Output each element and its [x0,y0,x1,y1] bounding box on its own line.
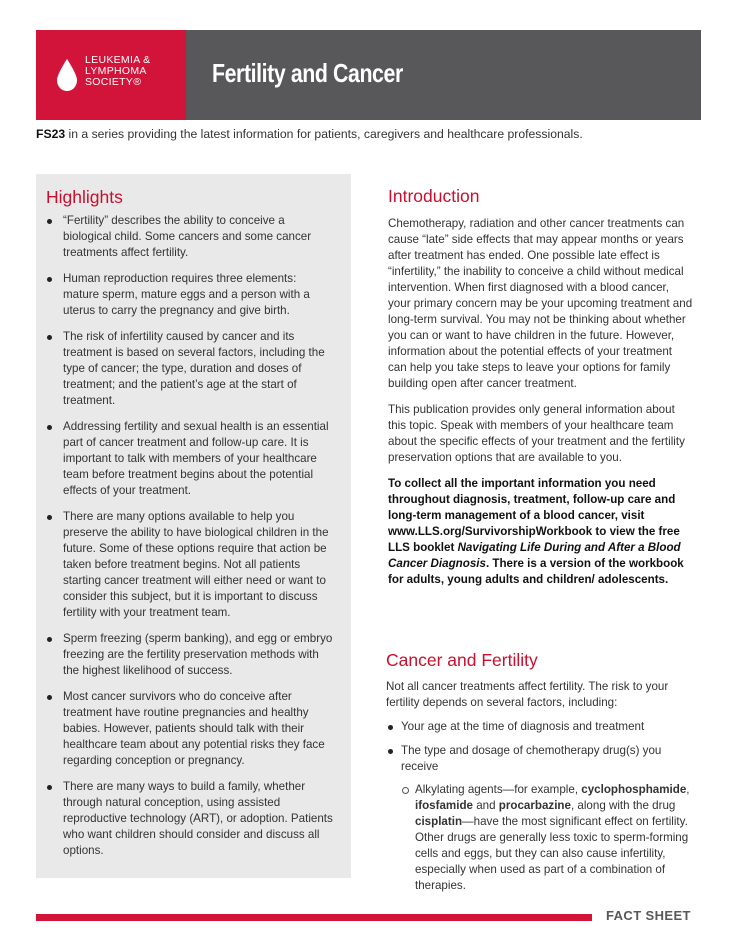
list-item: The risk of infertility caused by cancer and its treatment is based on several factors, including the type of cancer; the type, duration and doses of treatment; and the patient’s age at the start of treatment. [44,329,334,409]
blood-drop-icon [55,58,79,92]
cancer-fertility-title: Cancer and Fertility [386,650,538,670]
series-line [36,127,583,141]
risk-factor-list [386,719,691,775]
logo-line: SOCIETY® [85,76,142,88]
intro-paragraph-2: This publication provides only general information about this topic. Speak with members of your healthcare team about the specific effects of your treatment and the fertility preservation options that are available to you. [388,403,685,464]
sub-text: —have the most significant effect on fertility. Other drugs are generally less toxic to sperm-forming cells and eggs, but they can also cause infertility, especially when used as part of a combination of therapies. [415,815,689,892]
sub-text: , along with the drug [570,799,676,812]
sub-text: Alkylating agents—for example, [415,783,582,796]
logo-line: LEUKEMIA & [85,54,151,66]
drug-name: cisplatin [415,815,463,828]
cancer-fertility-section [386,650,691,783]
footer-bar [36,914,592,921]
list-item: There are many ways to build a family, whether through natural conception, using assisted reproductive technology (ART), or adoption. Patients who want children should consider and discuss all options. [44,779,334,859]
list-item: The type and dosage of chemotherapy drug(s) you receive [386,743,691,775]
list-item: Your age at the time of diagnosis and treatment [386,719,691,735]
callout-text: . There is a version of the workbook for adults, young adults and children/ adolescents. [388,557,684,586]
list-item: “Fertility” describes the ability to conceive a biological child. Some cancers and some cancer treatments affect fertility. [44,213,334,261]
highlights-list [44,213,334,869]
logo-wordmark [85,55,150,88]
list-item: Addressing fertility and sexual health is an essential part of cancer treatment and follow-up care. It is important to talk with members of your healthcare team before treatment begins about the potential effects of your treatment. [44,419,334,499]
workbook-callout [388,476,693,588]
list-item: There are many options available to help you preserve the ability to have biological children in the future. Some of these options require that action be taken before treatment begins. Not all patients starting cancer treatment will either need or want to consider this subject, but it is important to discuss fertility with your treatment team. [44,509,334,621]
sub-text: , [686,783,690,796]
page-title: Fertility and Cancer [212,58,403,88]
series-code: FS23 [36,127,66,141]
booklet-title: Navigating Life During and After a Blood Cancer Diagnosis [388,541,681,570]
alkylating-agents-item [401,782,701,894]
hollow-bullet-icon [402,787,409,794]
drug-name: cyclophosphamide [581,783,687,796]
list-item: Human reproduction requires three elements: mature sperm, mature eggs and a person with a uterus to carry the pregnancy and give birth. [44,271,334,319]
callout-text: To collect all the important information you need throughout diagnosis, treatment, follow-up care and long-term management of a blood cancer, visit www.LLS.org/SurvivorshipWorkbook to view the free LLS booklet [388,477,680,554]
intro-paragraph-1: Chemotherapy, radiation and other cancer treatments can cause “late” side effects that may appear months or years after treatment has ended. One possible late effect is “infertility,” the inability to conceive a child without medical intervention. When first diagnosed with a blood cancer, your primary concern may be your upcoming treatment and long-term survival. You may not be thinking about whether you can or want to have children in the future. However, information about the potential effects of your treatment can help you take steps to leave your options for family building open after cancer treatment. [388,217,693,390]
logo-line: LYMPHOMA [85,65,147,77]
introduction-section [388,186,693,588]
list-item: Most cancer survivors who do conceive after treatment have routine pregnancies and healthy babies. However, patients should talk with their healthcare team about any potential risks they face regarding conception or pregnancy. [44,689,334,769]
list-item: Sperm freezing (sperm banking), and egg or embryo freezing are the fertility preservation methods with the highest likelihood of success. [44,631,334,679]
drug-name: procarbazine [498,799,571,812]
series-text: in a series providing the latest information for patients, caregivers and healthcare professionals. [65,127,583,141]
highlights-title: Highlights [46,187,123,207]
sub-text: and [472,799,499,812]
introduction-title: Introduction [388,186,480,206]
fact-sheet-label: FACT SHEET [606,908,691,923]
cancer-fertility-intro: Not all cancer treatments affect fertility. The risk to your fertility depends on several factors, including: [386,680,669,709]
drug-name: ifosfamide [415,799,473,812]
